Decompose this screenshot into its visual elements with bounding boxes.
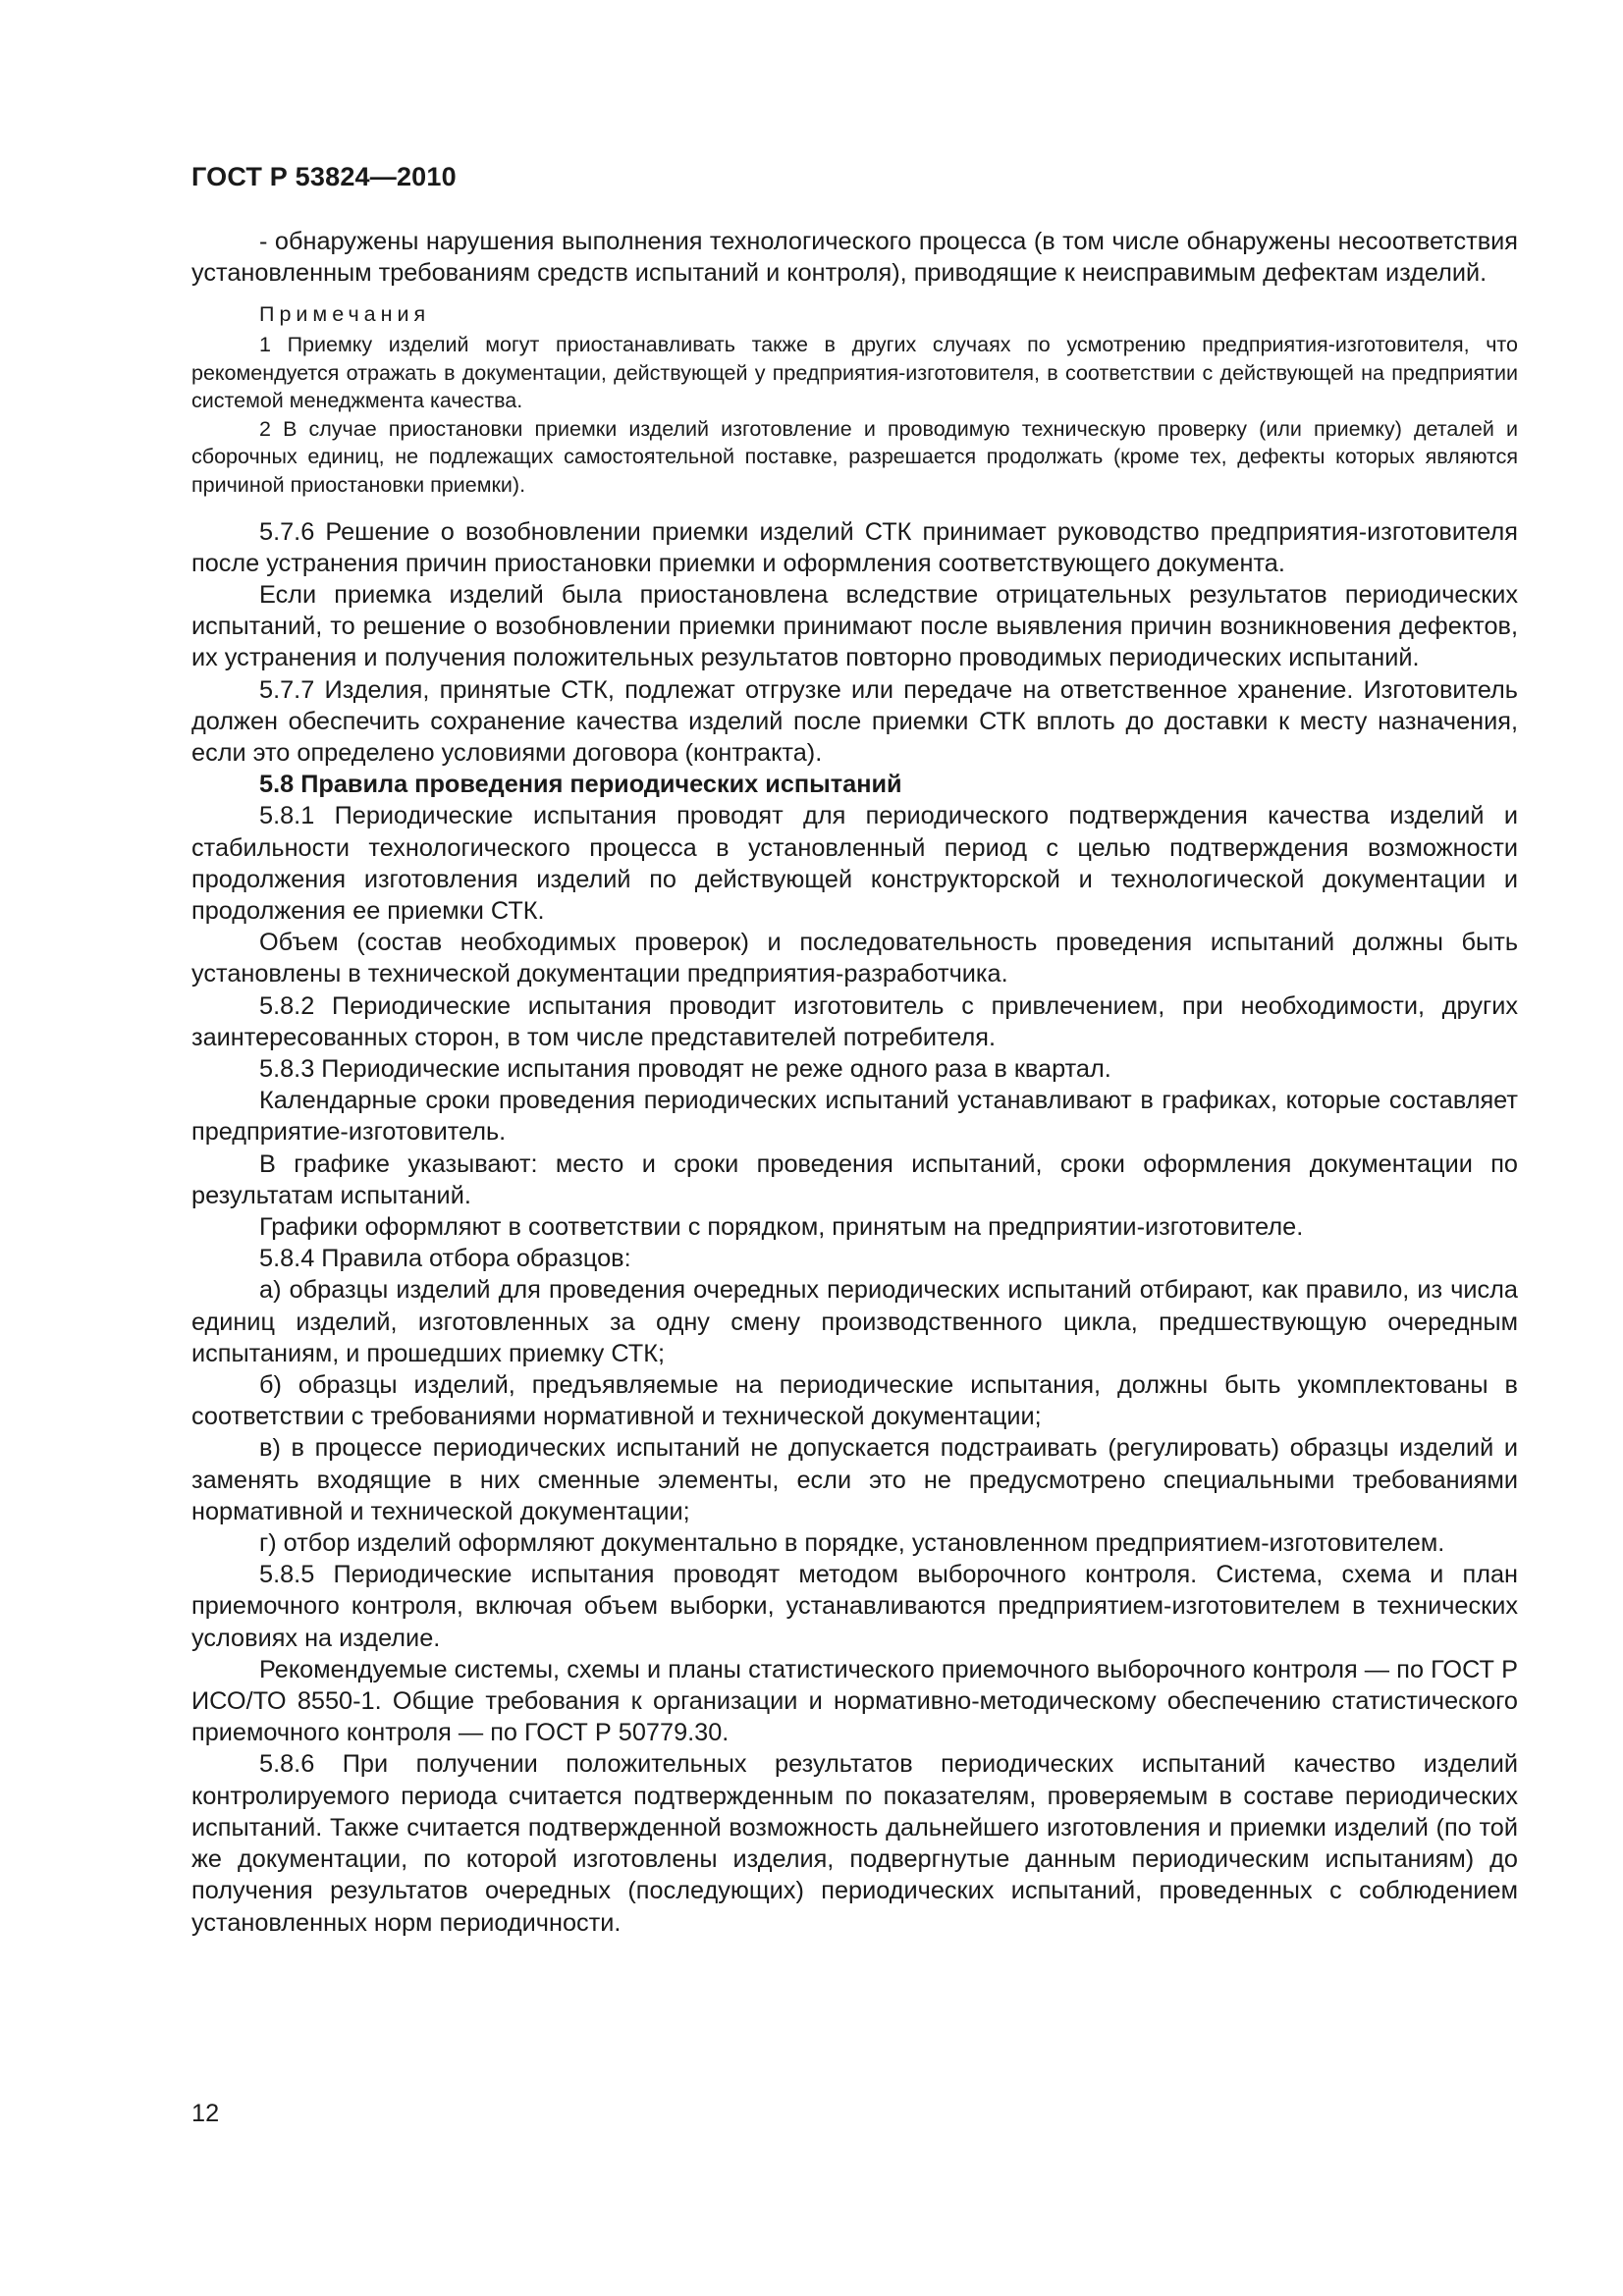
note-item: 1 Приемку изделий могут приостанавливать также в других случаях по усмотрению предприятия-изготовителя, что рекомендуется отражать в документации, действующей у предприятия-изготовителя, в соответствии с действующей на предприятии системой менеджмента качества. xyxy=(191,333,1518,413)
paragraph-5-8-6: 5.8.6 При получении положительных результатов периодических испытаний качество изделий контролируемого периода считается подтвержденным по показателям, проверяемым в составе периодических испытаний. Также считается подтвержденной возможность дальнейшего изготовления и приемки изделий (по той же документации, по которой изготовлены изделия, подвергнутые данным периодическим испытаниям) до получения результатов очередных (последующих) периодических испытаний, проведенных с соблюдением установленных норм периодичности. xyxy=(191,1750,1518,1937)
list-item-b: б) образцы изделий, предъявляемые на периодические испытания, должны быть укомплектованы в соответствии с требованиями нормативной и технической документации; xyxy=(191,1371,1518,1431)
paragraph: Графики оформляют в соответствии с порядком, принятым на предприятии-изготовителе. xyxy=(259,1213,1304,1242)
paragraph-5-8-3: 5.8.3 Периодические испытания проводят не реже одного раза в квартал. xyxy=(259,1055,1111,1084)
paragraph-5-8-4: 5.8.4 Правила отбора образцов: xyxy=(259,1245,631,1273)
paragraph-5-8-1: 5.8.1 Периодические испытания проводят для периодического подтверждения качества изделий и стабильности технологического процесса в установленный период с целью подтверждения возможности продолжения изготовления изделий по действующей конструкторской и технологической документации и продолжения ее приемки СТК. xyxy=(191,802,1518,925)
section-heading-5-8: 5.8 Правила проведения периодических испытаний xyxy=(259,771,902,799)
paragraph-5-7-7: 5.7.7 Изделия, принятые СТК, подлежат отгрузке или передаче на ответственное хранение. Изготовитель должен обеспечить сохранение качества изделий после приемки СТК вплоть до доставки к месту назначения, если это определено условиями договора (контракта). xyxy=(191,675,1518,767)
paragraph-5-8-5: 5.8.5 Периодические испытания проводят методом выборочного контроля. Система, схема и план приемочного контроля, включая объем выборки, устанавливаются предприятием-изготовителем в технических условиях на изделие. xyxy=(191,1561,1518,1652)
list-item-d: г) отбор изделий оформляют документально в порядке, установленном предприятием-изготовителем. xyxy=(259,1529,1445,1558)
list-item-a: а) образцы изделий для проведения очередных периодических испытаний отбирают, как правило, из числа единиц изделий, изготовленных за одну смену производственного цикла, предшествующую очередным испытаниям, и прошедших приемку СТК; xyxy=(191,1276,1518,1367)
note-item: 2 В случае приостановки приемки изделий изготовление и проводимую техническую проверку (или приемку) деталей и сборочных единиц, не подлежащих самостоятельной поставке, разрешается продолжать (кроме тех, дефекты которых являются причиной приостановки приемки). xyxy=(191,416,1518,497)
page-number: 12 xyxy=(191,2100,220,2127)
list-item-c: в) в процессе периодических испытаний не допускается подстраивать (регулировать) образцы изделий и заменять входящие в них сменные элементы, если это не предусмотрено специальными требованиями нормативной и технической документации; xyxy=(191,1434,1518,1525)
paragraph: В графике указывают: место и сроки проведения испытаний, сроки оформления документации по результатам испытаний. xyxy=(191,1149,1518,1209)
paragraph: Календарные сроки проведения периодических испытаний устанавливают в графиках, которые составляет предприятие-изготовитель. xyxy=(191,1087,1518,1147)
paragraph: Рекомендуемые системы, схемы и планы статистического приемочного выборочного контроля — по ГОСТ Р ИСО/ТО 8550-1. Общие требования к организации и нормативно-методическому обеспечению статистического приемочного контроля — по ГОСТ Р 50779.30. xyxy=(191,1655,1518,1747)
paragraph-5-8-2: 5.8.2 Периодические испытания проводит изготовитель с привлечением, при необходимости, других заинтересованных сторон, в том числе представителей потребителя. xyxy=(191,991,1518,1051)
paragraph-5-7-6: 5.7.6 Решение о возобновлении приемки изделий СТК принимает руководство предприятия-изготовителя после устранения причин приостановки приемки и оформления соответствующего документа. xyxy=(191,517,1518,577)
paragraph: Объем (состав необходимых проверок) и последовательность проведения испытаний должны быть установлены в технической документации предприятия-разработчика. xyxy=(191,929,1518,988)
notes-title: Примечания xyxy=(259,302,431,327)
notes-block xyxy=(191,300,1518,499)
intro-list-item: - обнаружены нарушения выполнения технологического процесса (в том числе обнаружены несоответствия установленным требованиям средств испытаний и контроля), приводящие к неисправимым дефектам изделий. xyxy=(191,228,1518,288)
standard-header: ГОСТ Р 53824—2010 xyxy=(191,162,457,191)
paragraph: Если приемка изделий была приостановлена вследствие отрицательных результатов периодических испытаний, то решение о возобновлении приемки принимают после выявления причин возникновения дефектов, их устранения и получения положительных результатов повторно проводимых периодических испытаний. xyxy=(191,580,1518,672)
document-body xyxy=(191,226,1518,1939)
